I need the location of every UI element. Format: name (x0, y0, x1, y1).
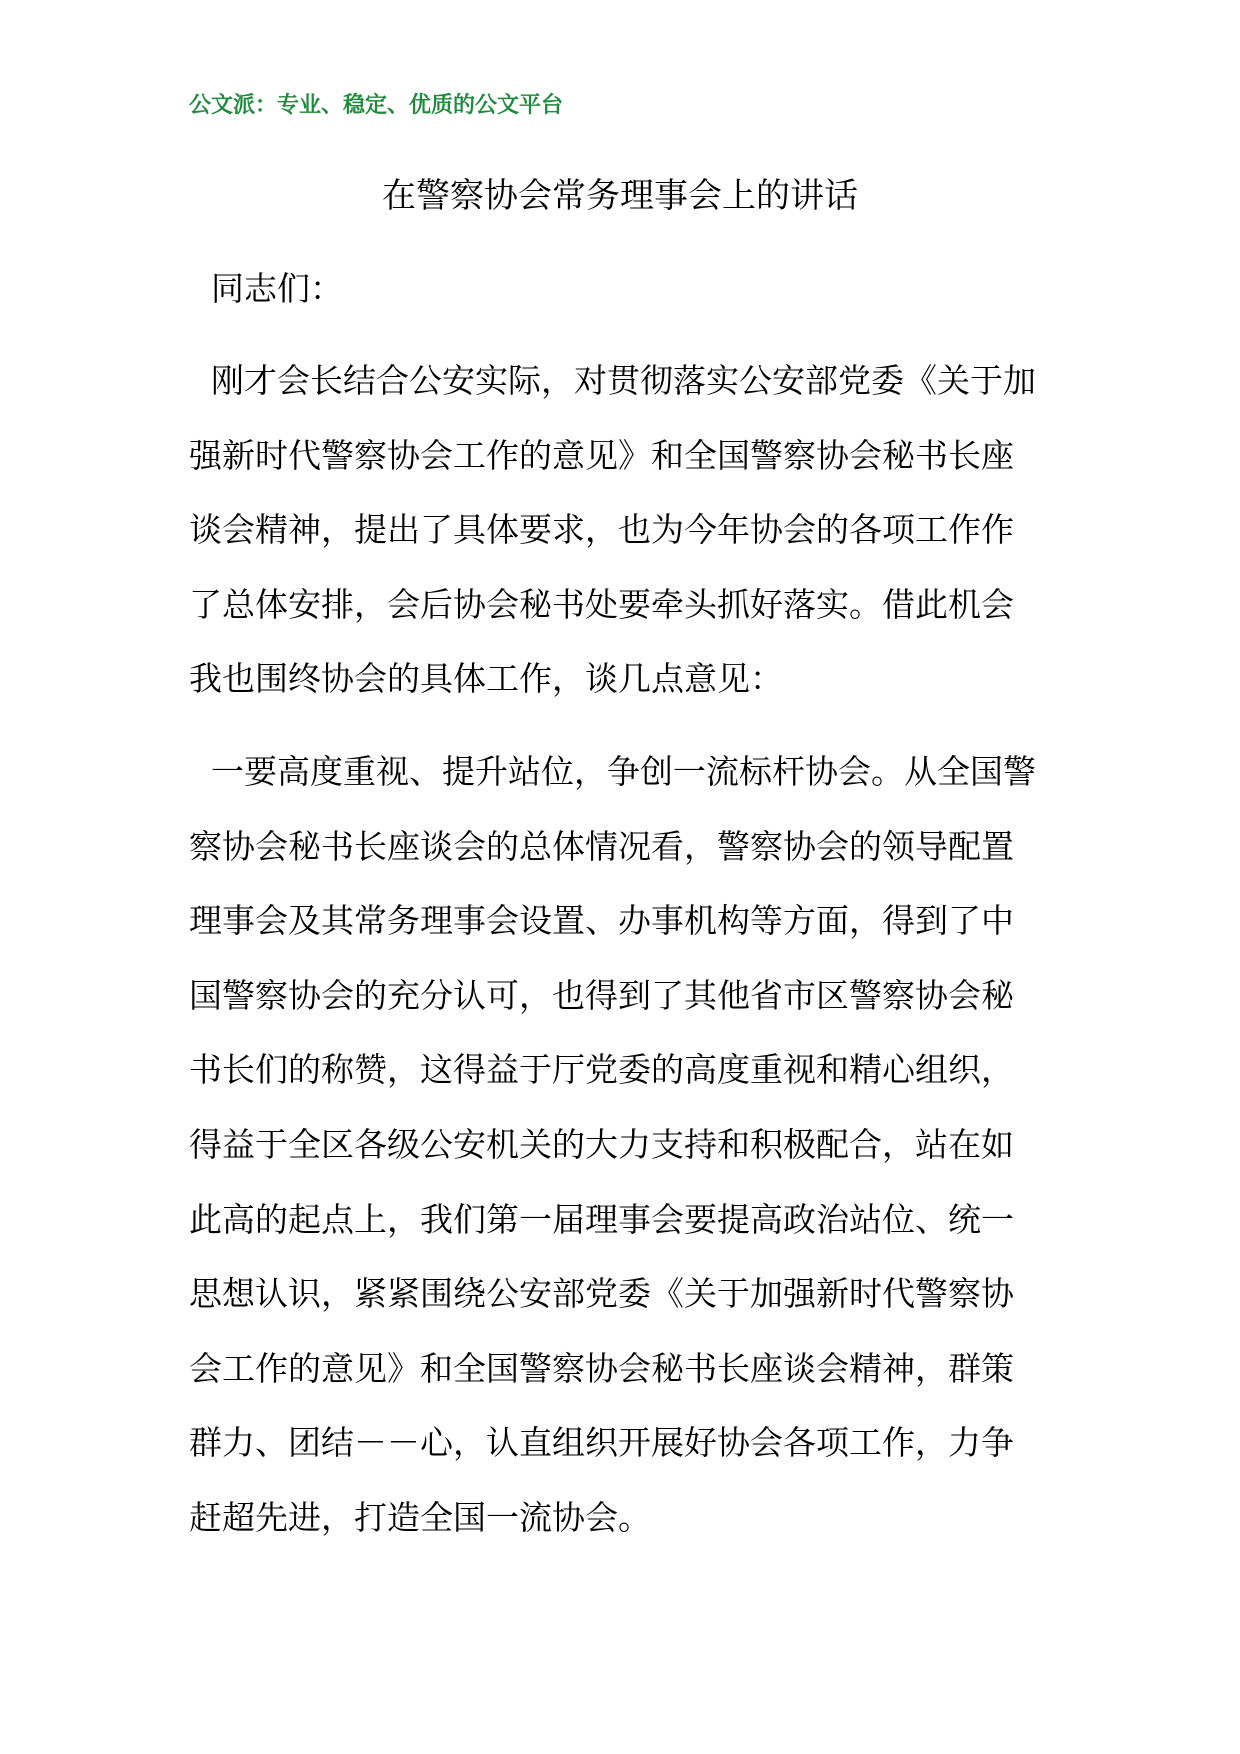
salutation (189, 252, 1054, 327)
paragraph-line: 刚才会长结合公安实际，对贯彻落实公安部党委《关于加 (211, 361, 1036, 400)
paragraph-line: 谈会精神，提出了具体要求，也为今年协会的各项工作作 (189, 510, 1014, 550)
paragraph-line: 一要高度重视、提升站位，争创一流标杆协会。从全国警 (211, 752, 1036, 791)
paragraph-line: 我也围终协会的具体工作，谈几点意见： (189, 659, 783, 699)
paragraph-line: 强新时代警察协会工作的意见》和全国警察协会秘书长座 (189, 435, 1014, 475)
salutation-text: 同志们： (211, 269, 343, 308)
platform-header: 公文派：专业、稳定、优质的公文平台 (189, 93, 564, 118)
paragraph-2 (189, 735, 1054, 1556)
paragraph-line: 理事会及其常务理事会设置、办事机构等方面，得到了中 (189, 901, 1014, 941)
paragraph-line: 得益于全区各级公安机关的大力支持和积极配合，站在如 (189, 1124, 1014, 1164)
paragraph-line: 书长们的称赞，这得益于厅党委的高度重视和精心组织， (189, 1050, 1014, 1090)
paragraph-line: 了总体安排，会后协会秘书处要牵头抓好落实。借此机会 (189, 584, 1014, 624)
paragraph-1 (189, 344, 1054, 717)
paragraph-line: 思想认识，紧紧围绕公安部党委《关于加强新时代警察协 (189, 1274, 1014, 1314)
paragraph-line: 赶超先进，打造全国一流协会。 (189, 1497, 651, 1537)
paragraph-line: 此高的起点上，我们第一届理事会要提高政治站位、统一 (189, 1199, 1014, 1239)
paragraph-line: 会工作的意见》和全国警察协会秘书长座谈会精神，群策 (189, 1348, 1014, 1388)
document-title: 在警察协会常务理事会上的讲话 (382, 176, 858, 216)
paragraph-line: 察协会秘书长座谈会的总体情况看，警察协会的领导配置 (189, 826, 1014, 866)
paragraph-line: 国警察协会的充分认可，也得到了其他省市区警察协会秘 (189, 975, 1014, 1015)
paragraph-line: 群力、团结－－心，认直组织开展好协会各项工作，力争 (189, 1423, 1014, 1463)
